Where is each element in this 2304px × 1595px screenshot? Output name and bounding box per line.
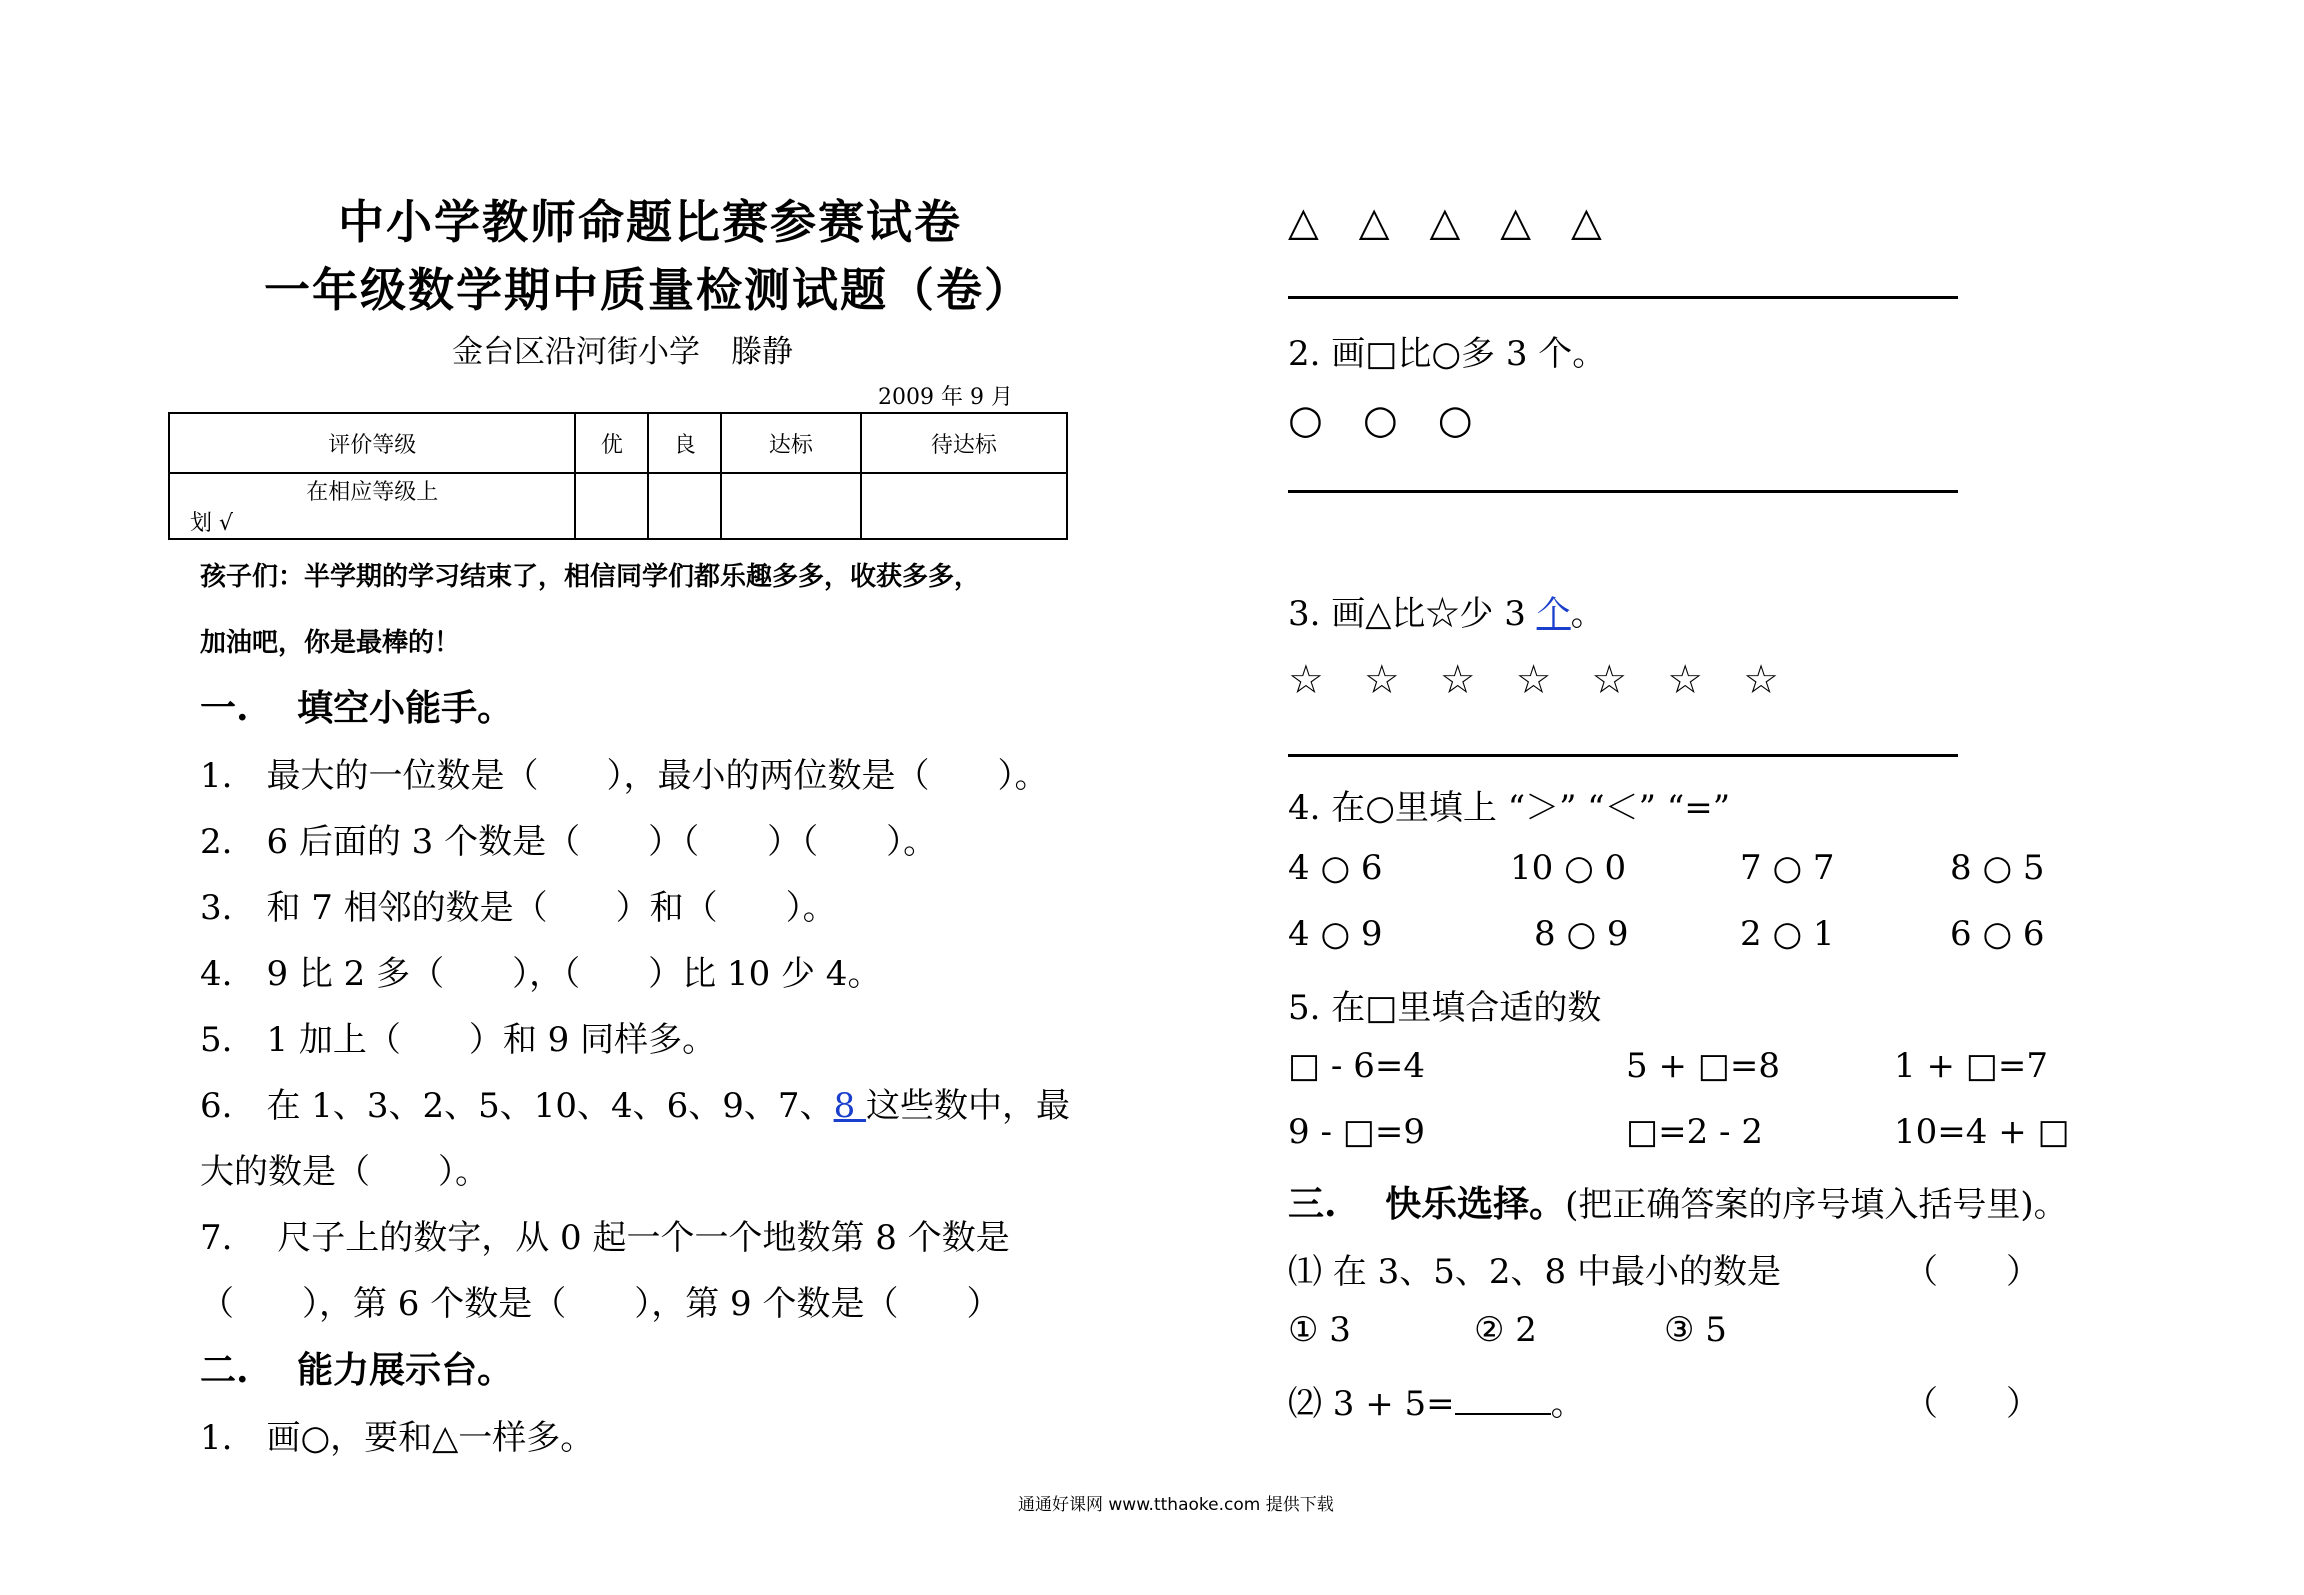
- question-text-part: 这些数中，最: [866, 1086, 1071, 1126]
- section-heading-note: (把正确答案的序号填入括号里)。: [1565, 1185, 2068, 1225]
- triangle-row: △ △ △ △ △: [1288, 199, 1602, 245]
- grade-check-cell[interactable]: [721, 473, 861, 539]
- table-label-cell: [169, 473, 575, 539]
- compare-item: 8 ○ 9: [1534, 914, 1629, 954]
- answer-line[interactable]: [1288, 490, 1958, 493]
- table-header-cell: 良: [648, 413, 721, 473]
- grade-check-cell[interactable]: [648, 473, 721, 539]
- answer-paren[interactable]: （ ）: [1904, 1384, 2040, 1424]
- table-label-line: 划 √: [190, 511, 234, 536]
- question-text: 4. 9 比 2 多（ ），（ ）比 10 少 4。: [200, 954, 882, 994]
- choice-option: ① 3: [1288, 1310, 1351, 1350]
- star-row: ☆ ☆ ☆ ☆ ☆ ☆ ☆: [1288, 657, 1780, 703]
- question-text: 1. 画○，要和△一样多。: [200, 1418, 595, 1458]
- choice-option: ② 2: [1474, 1310, 1537, 1350]
- exam-subtitle: 一年级数学期中质量检测试题（卷）: [264, 263, 1032, 317]
- circle-row: ○ ○ ○: [1288, 397, 1473, 443]
- question-text-part: 。: [1550, 1384, 1585, 1424]
- compare-item: 7 ○ 7: [1740, 848, 1835, 888]
- question-text: [1288, 1376, 1585, 1425]
- section-heading: [1288, 1176, 2068, 1227]
- table-row: [169, 413, 1067, 473]
- table-label-line: 在相应等级上: [306, 480, 439, 505]
- question-text: 1. 最大的一位数是（ ），最小的两位数是（ ）。: [200, 756, 1049, 796]
- question-text: [1288, 586, 1605, 635]
- answer-paren[interactable]: （ ）: [1904, 1252, 2040, 1292]
- question-text: （ ），第 6 个数是（ ），第 9 个数是（ ）: [200, 1284, 1001, 1324]
- equation-item: □=2 - 2: [1626, 1112, 1763, 1152]
- question-text-part: ⑵ 3 + 5=: [1288, 1384, 1455, 1424]
- section-heading: 一. 填空小能手。: [200, 687, 514, 729]
- answer-line[interactable]: [1288, 296, 1958, 299]
- hyperlink[interactable]: 8: [833, 1086, 867, 1126]
- compare-item: 4 ○ 9: [1288, 914, 1383, 954]
- equation-item: 10=4 + □: [1894, 1112, 2070, 1152]
- table-row: [169, 473, 1067, 539]
- question-text: [200, 1078, 1070, 1127]
- compare-item: 6 ○ 6: [1950, 914, 2045, 954]
- table-header-cell: 达标: [721, 413, 861, 473]
- question-text-part: 。: [1570, 594, 1605, 634]
- table-header-cell: 待达标: [861, 413, 1067, 473]
- hyperlink[interactable]: 个: [1536, 594, 1571, 634]
- equation-item: 1 + □=7: [1894, 1046, 2048, 1086]
- question-text: 大的数是（ ）。: [200, 1152, 489, 1192]
- grade-table: [168, 412, 1068, 540]
- page-footer: 通通好课网 www.tthaoke.com 提供下载: [1018, 1495, 1334, 1515]
- question-text-part: 6. 在 1、3、2、5、10、4、6、9、7、: [200, 1086, 834, 1126]
- table-header-cell: 评价等级: [169, 413, 575, 473]
- section-heading-text: 三. 快乐选择。: [1288, 1183, 1566, 1225]
- exam-title: 中小学教师命题比赛参赛试卷: [338, 195, 962, 249]
- intro-line: 加油吧，你是最棒的！: [200, 628, 461, 658]
- table-header-cell: 优: [575, 413, 648, 473]
- compare-item: 2 ○ 1: [1740, 914, 1835, 954]
- answer-blank[interactable]: [1455, 1383, 1551, 1415]
- grade-check-cell[interactable]: [575, 473, 648, 539]
- intro-line: 孩子们：半学期的学习结束了，相信同学们都乐趣多多，收获多多，: [200, 562, 981, 592]
- compare-item: 10 ○ 0: [1510, 848, 1627, 888]
- question-text: 2. 6 后面的 3 个数是（ ）（ ）（ ）。: [200, 822, 938, 862]
- choice-option: ③ 5: [1664, 1310, 1727, 1350]
- question-text-part: 3. 画△比☆少 3: [1288, 594, 1537, 634]
- question-text: 7. 尺子上的数字，从 0 起一个一个地数第 8 个数是: [200, 1218, 1010, 1258]
- section-heading: 二. 能力展示台。: [200, 1349, 514, 1391]
- author-line: 金台区沿河街小学 滕静: [452, 334, 793, 370]
- question-text: 5. 1 加上（ ）和 9 同样多。: [200, 1020, 717, 1060]
- question-text: 2. 画□比○多 3 个。: [1288, 334, 1607, 374]
- answer-line[interactable]: [1288, 754, 1958, 757]
- grade-check-cell[interactable]: [861, 473, 1067, 539]
- equation-item: □ - 6=4: [1288, 1046, 1425, 1086]
- question-text: 5. 在□里填合适的数: [1288, 988, 1602, 1028]
- equation-item: 9 - □=9: [1288, 1112, 1425, 1152]
- equation-item: 5 + □=8: [1626, 1046, 1780, 1086]
- exam-date: 2009 年 9 月: [878, 385, 1013, 410]
- question-text: 3. 和 7 相邻的数是（ ）和（ ）。: [200, 888, 837, 928]
- question-text: ⑴ 在 3、5、2、8 中最小的数是: [1288, 1252, 1781, 1292]
- compare-item: 8 ○ 5: [1950, 848, 2045, 888]
- question-text: 4. 在○里填上 “＞” “＜” “=”: [1288, 788, 1731, 828]
- compare-item: 4 ○ 6: [1288, 848, 1383, 888]
